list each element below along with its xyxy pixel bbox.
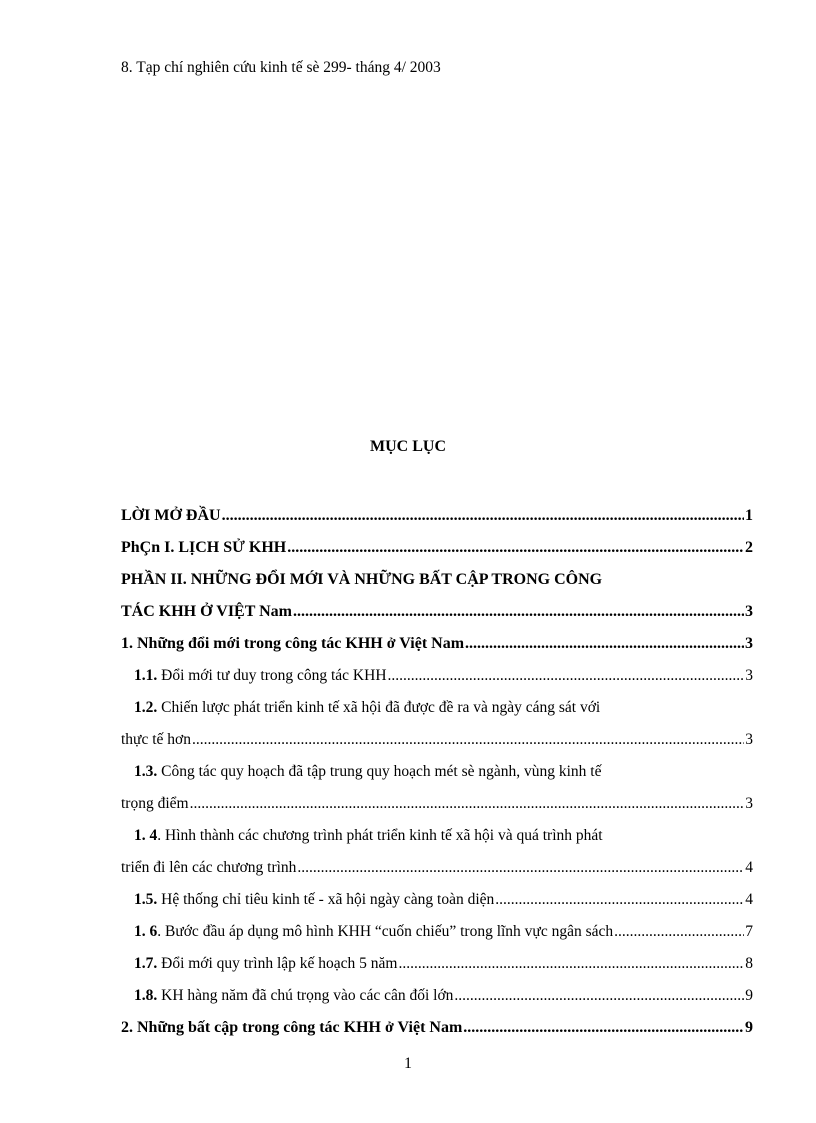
toc-entry-loi-mo-dau[interactable] bbox=[121, 500, 753, 532]
toc-entry-text: 2. Những bất cập trong công tác KHH ở Việt Nam bbox=[121, 1019, 463, 1036]
dot-leader bbox=[614, 916, 744, 948]
toc-entry-1-4[interactable] bbox=[121, 820, 753, 884]
dot-leader bbox=[192, 724, 744, 756]
toc-title: MỤC LỤC bbox=[370, 438, 446, 455]
dot-leader bbox=[463, 1012, 744, 1044]
dot-leader bbox=[495, 884, 744, 916]
toc-entry-text-line1: Công tác quy hoạch đã tập trung quy hoạch mét sè ngành, vùng kinh tế bbox=[157, 763, 602, 780]
toc-entry-section-2[interactable] bbox=[121, 1012, 753, 1044]
toc-entry-text-line2: trọng điểm bbox=[121, 795, 189, 812]
toc-entry-text: 1. Những đổi mới trong công tác KHH ở Việt Nam bbox=[121, 635, 465, 652]
toc-entry-number: 1.5. bbox=[134, 891, 158, 908]
toc-entry-text: Đổi mới tư duy trong công tác KHH bbox=[157, 667, 387, 684]
dot-leader bbox=[222, 500, 744, 532]
toc-entry-1-8[interactable] bbox=[121, 980, 753, 1012]
toc-entry-text: Hệ thống chỉ tiêu kinh tế - xã hội ngày càng toàn diện bbox=[157, 891, 495, 908]
toc-page-number: 4 bbox=[745, 859, 753, 876]
toc-entry-phan-1[interactable] bbox=[121, 532, 753, 564]
toc-page-number: 1 bbox=[745, 507, 753, 524]
toc-entry-text-line2: triển đi lên các chương trình bbox=[121, 859, 297, 876]
toc-entry-text-line2: TÁC KHH Ở VIỆT Nam bbox=[121, 603, 292, 620]
dot-leader bbox=[388, 660, 745, 692]
toc-entry-number: 1.2. bbox=[134, 699, 158, 716]
dot-leader bbox=[293, 596, 744, 628]
toc-page-number: 3 bbox=[745, 603, 753, 620]
toc-page-number: 3 bbox=[745, 635, 753, 652]
toc-entry-text: . Bước đầu áp dụng mô hình KHH “cuốn chiếu” trong lĩnh vực ngân sách bbox=[157, 923, 614, 940]
toc-page-number: 2 bbox=[745, 539, 753, 556]
toc-page-number: 3 bbox=[745, 667, 753, 684]
toc-entry-text: KH hàng năm đã chú trọng vào các cân đối lớn bbox=[157, 987, 454, 1004]
toc-entry-section-1[interactable] bbox=[121, 628, 753, 660]
toc-entry-text: Đổi mới quy trình lập kế hoạch 5 năm bbox=[157, 955, 398, 972]
toc-entry-number: 1. 6 bbox=[134, 923, 158, 940]
dot-leader bbox=[465, 628, 744, 660]
toc-entry-1-1[interactable] bbox=[121, 660, 753, 692]
toc-entry-text-line1: . Hình thành các chương trình phát triển kinh tế xã hội và quá trình phát bbox=[157, 827, 603, 844]
toc-entry-number: 1.7. bbox=[134, 955, 158, 972]
toc-page-number: 9 bbox=[745, 987, 753, 1004]
toc-entry-1-2[interactable] bbox=[121, 692, 753, 756]
toc-page-number: 3 bbox=[745, 795, 753, 812]
toc-entry-phan-2[interactable] bbox=[121, 564, 753, 628]
dot-leader bbox=[287, 532, 744, 564]
dot-leader bbox=[454, 980, 744, 1012]
toc-entry-1-7[interactable] bbox=[121, 948, 753, 980]
toc-entry-number: 1.1. bbox=[134, 667, 158, 684]
toc-entry-text: LỜI MỞ ĐẦU bbox=[121, 507, 221, 524]
toc-page-number: 9 bbox=[745, 1019, 753, 1036]
toc-entry-text-line1: PHẦN II. NHỮNG ĐỔI MỚI VÀ NHỮNG BẤT CẬP TRONG CÔNG bbox=[121, 571, 603, 588]
toc-entry-text-line1: Chiến lược phát triển kinh tế xã hội đã được đề ra và ngày cáng sát với bbox=[157, 699, 601, 716]
dot-leader bbox=[297, 852, 744, 884]
toc-page-number: 8 bbox=[745, 955, 753, 972]
toc-entry-1-6[interactable] bbox=[121, 916, 753, 948]
toc-entry-number: 1. 4 bbox=[134, 827, 158, 844]
toc-page-number: 3 bbox=[745, 731, 753, 748]
toc-entry-number: 1.3. bbox=[134, 763, 158, 780]
toc-entry-1-3[interactable] bbox=[121, 756, 753, 820]
toc-page-number: 4 bbox=[745, 891, 753, 908]
toc-entry-number: 1.8. bbox=[134, 987, 158, 1004]
dot-leader bbox=[190, 788, 745, 820]
toc-entry-text: PhÇn I. LỊCH SỬ KHH bbox=[121, 539, 287, 556]
reference-item: 8. Tạp chí nghiên cứu kinh tế sè 299- tháng 4/ 2003 bbox=[121, 59, 441, 76]
toc-page-number: 7 bbox=[745, 923, 753, 940]
toc-entry-text-line2: thực tế hơn bbox=[121, 731, 191, 748]
page-number: 1 bbox=[404, 1055, 412, 1072]
dot-leader bbox=[398, 948, 744, 980]
toc-entry-1-5[interactable] bbox=[121, 884, 753, 916]
table-of-contents bbox=[121, 500, 753, 1044]
